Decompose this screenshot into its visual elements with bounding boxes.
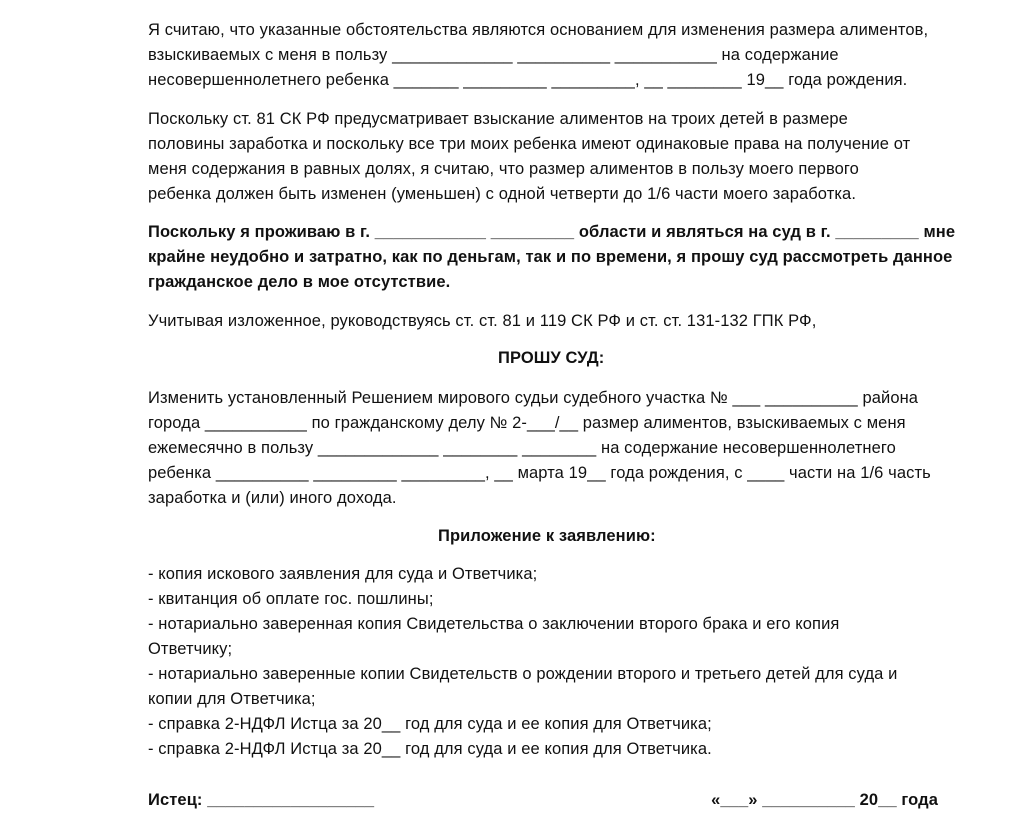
- text-line: ребенка должен быть изменен (уменьшен) с одной четверти до 1/6 части моего заработка.: [148, 185, 857, 203]
- list-item: Ответчику;: [148, 640, 233, 658]
- text-line: города ___________ по гражданскому делу № 2-___/__ размер алиментов, взыскиваемых с меня: [148, 414, 906, 432]
- paragraph-absence-request: [148, 220, 968, 295]
- appendix-list: [148, 562, 968, 762]
- text-line: Учитывая изложенное, руководствуясь ст. ст. 81 и 119 СК РФ и ст. ст. 131-132 ГПК РФ,: [148, 312, 817, 330]
- list-item: - нотариально заверенная копия Свидетельства о заключении второго брака и его копия: [148, 615, 840, 633]
- text-line: заработка и (или) иного дохода.: [148, 489, 397, 507]
- request-heading: ПРОШУ СУД:: [498, 349, 605, 367]
- list-item: - нотариально заверенные копии Свидетельств о рождении второго и третьего детей для суда и: [148, 665, 898, 683]
- text-line: Изменить установленный Решением мирового судьи судебного участка № ___ __________ района: [148, 389, 919, 407]
- signature-date: «___» __________ 20__ года: [711, 791, 938, 809]
- text-line: Поскольку я проживаю в г. ____________ _________ области и являться на суд в г. _________ мне: [148, 223, 956, 241]
- list-item: - справка 2-НДФЛ Истца за 20__ год для суда и ее копия для Ответчика;: [148, 715, 712, 733]
- text-line: меня содержания в равных долях, я считаю, что размер алиментов в пользу моего первого: [148, 160, 859, 178]
- text-line: половины заработка и поскольку все три моих ребенка имеют одинаковые права на получение от: [148, 135, 911, 153]
- list-item: копии для Ответчика;: [148, 690, 316, 708]
- text-line: Я считаю, что указанные обстоятельства являются основанием для изменения размера алиментов,: [148, 21, 929, 39]
- text-line: взыскиваемых с меня в пользу _____________ __________ ___________ на содержание: [148, 46, 839, 64]
- paragraph-article-81: [148, 107, 968, 207]
- paragraph-grounds: [148, 18, 968, 93]
- paragraph-request: [148, 386, 968, 511]
- text-line: гражданское дело в мое отсутствие.: [148, 273, 451, 291]
- text-line: ребенка __________ _________ _________, __ марта 19__ года рождения, с ____ части на 1/6 часть: [148, 464, 931, 482]
- text-line: Поскольку ст. 81 СК РФ предусматривает взыскание алиментов на троих детей в размере: [148, 110, 848, 128]
- signature-row: [148, 788, 938, 813]
- list-item: - копия искового заявления для суда и Ответчика;: [148, 565, 538, 583]
- list-item: - квитанция об оплате гос. пошлины;: [148, 590, 434, 608]
- text-line: несовершеннолетнего ребенка _______ _________ _________, __ ________ 19__ года рождения.: [148, 71, 908, 89]
- plaintiff-signature: Истец: __________________: [148, 791, 375, 809]
- list-item: - справка 2-НДФЛ Истца за 20__ год для суда и ее копия для Ответчика.: [148, 740, 712, 758]
- text-line: крайне неудобно и затратно, как по деньгам, так и по времени, я прошу суд рассмотреть данное: [148, 248, 953, 266]
- paragraph-legal-basis: [148, 309, 968, 334]
- text-line: ежемесячно в пользу _____________ ________ ________ на содержание несовершеннолетнего: [148, 439, 896, 457]
- appendix-heading: Приложение к заявлению:: [438, 527, 656, 545]
